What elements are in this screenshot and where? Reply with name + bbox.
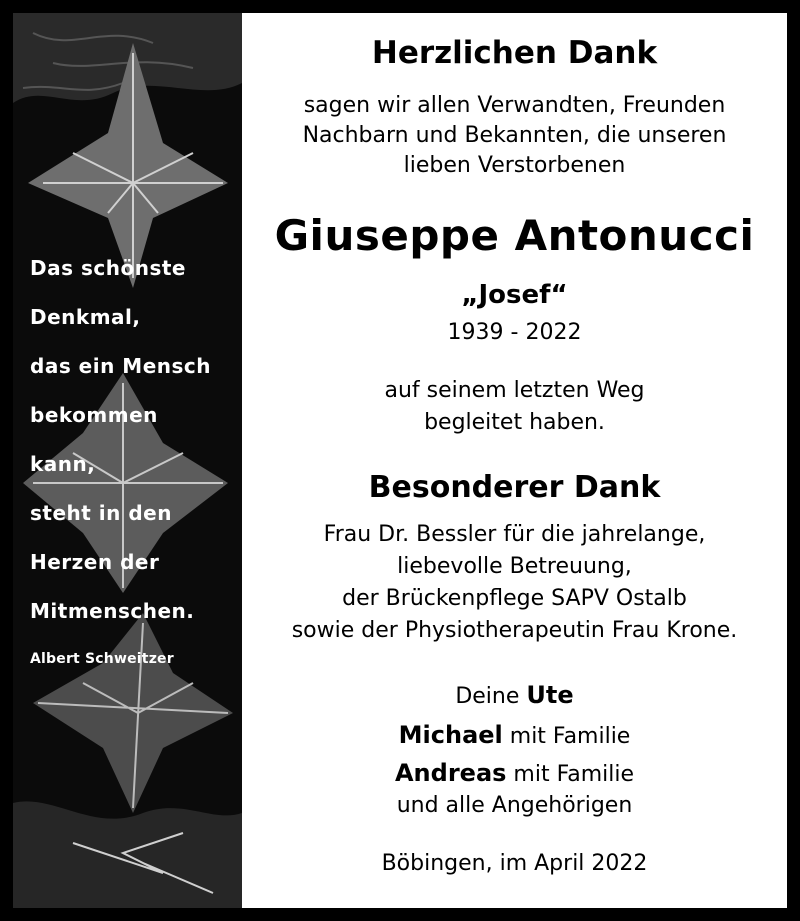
heading-thanks: Herzlichen Dank <box>371 35 658 71</box>
special-line: Frau Dr. Bessler für die jahrelange, <box>323 522 706 547</box>
closing-line: auf seinem letzten Weg <box>384 378 645 403</box>
signature-name: Andreas <box>394 759 507 787</box>
quote-line: Herzen der <box>30 550 160 574</box>
special-line: der Brückenpflege SAPV Ostalb <box>342 586 687 611</box>
signature-prefix: Deine <box>455 684 520 709</box>
place-date: Böbingen, im April 2022 <box>381 851 648 876</box>
special-line: liebevolle Betreuung, <box>397 554 632 579</box>
heading-special-thanks: Besonderer Dank <box>368 470 661 505</box>
deceased-name: Giuseppe Antonucci <box>274 211 755 260</box>
signature-name: Ute <box>526 681 574 709</box>
intro-line: sagen wir allen Verwandten, Freunden <box>303 93 726 118</box>
quote-line: steht in den <box>30 501 172 525</box>
signature-suffix: mit Familie <box>513 762 635 787</box>
closing-line: begleitet haben. <box>424 410 605 435</box>
quote-line: das ein Mensch <box>30 354 212 378</box>
quote-line: Mitmenschen. <box>30 599 195 623</box>
ivy-panel <box>13 13 242 908</box>
quote-line: bekommen <box>30 403 158 427</box>
intro-line: lieben Verstorbenen <box>403 153 626 178</box>
signature-row <box>242 721 787 749</box>
notice-text-panel <box>242 13 787 908</box>
deceased-nickname: „Josef“ <box>461 280 568 310</box>
quote-author: Albert Schweitzer <box>30 651 174 667</box>
special-line: sowie der Physiotherapeutin Frau Krone. <box>291 618 738 643</box>
signature-suffix: mit Familie <box>509 724 631 749</box>
signature-row <box>242 759 787 787</box>
quote-line: kann, <box>30 452 96 476</box>
life-years: 1939 - 2022 <box>447 320 582 345</box>
quote-line: Denkmal, <box>30 305 141 329</box>
signature-name: Michael <box>398 721 503 749</box>
intro-line: Nachbarn und Bekannten, die unseren <box>302 123 727 148</box>
signature-row <box>242 681 787 709</box>
quote-line: Das schönste <box>30 256 186 280</box>
signature-relatives: und alle Angehörigen <box>396 793 633 818</box>
